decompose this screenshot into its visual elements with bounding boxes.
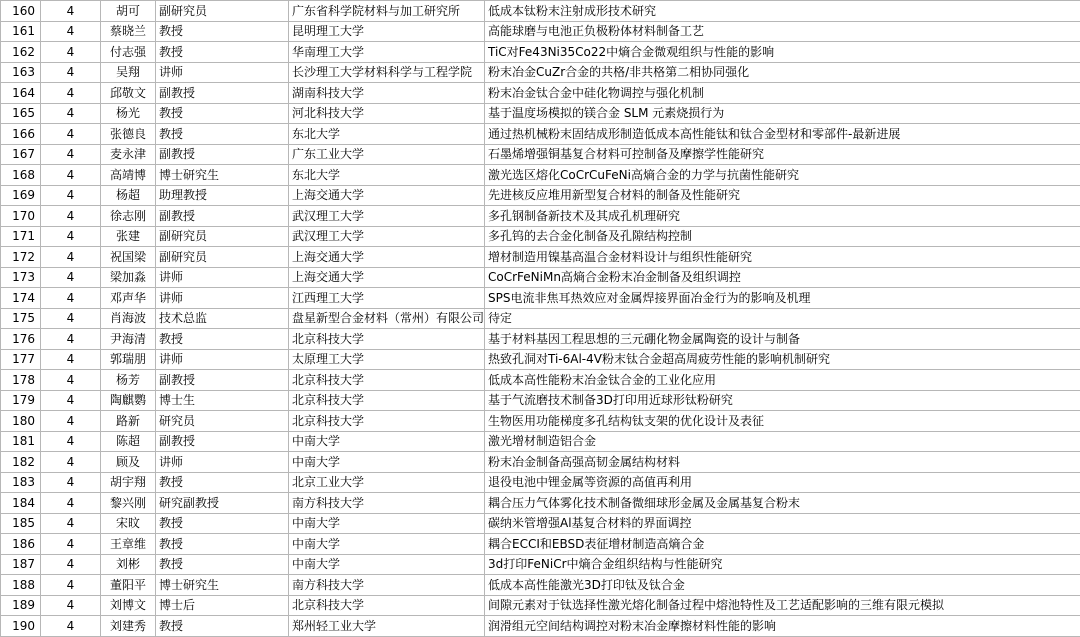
report-topic-cell: 粉末冶金CuZr合金的共格/非共格第二相协同强化 <box>485 62 1080 83</box>
job-title-cell: 副教授 <box>156 370 289 391</box>
name-cell: 尹海清 <box>101 329 156 350</box>
row-number-cell: 163 <box>1 62 41 83</box>
report-topic-cell: 激光增材制造铝合金 <box>485 431 1080 452</box>
name-cell: 黎兴刚 <box>101 493 156 514</box>
job-title-cell: 教授 <box>156 472 289 493</box>
name-cell: 张德良 <box>101 124 156 145</box>
report-topic-cell: 增材制造用镍基高温合金材料设计与组织性能研究 <box>485 247 1080 268</box>
report-topic-cell: 低成本钛粉末注射成形技术研究 <box>485 1 1080 22</box>
report-topic-cell: 润滑组元空间结构调控对粉末冶金摩擦材料性能的影响 <box>485 616 1080 637</box>
row-number-cell: 177 <box>1 349 41 370</box>
organization-cell: 武汉理工大学 <box>289 226 485 247</box>
row-number-cell: 172 <box>1 247 41 268</box>
organization-cell: 上海交通大学 <box>289 185 485 206</box>
row-number-cell: 182 <box>1 452 41 473</box>
name-cell: 邱敬文 <box>101 83 156 104</box>
row-number-cell: 190 <box>1 616 41 637</box>
job-title-cell: 教授 <box>156 513 289 534</box>
report-topic-cell: 高能球磨与电池正负极粉体材料制备工艺 <box>485 21 1080 42</box>
organization-cell: 盘星新型合金材料（常州）有限公司 <box>289 308 485 329</box>
row-number-cell: 180 <box>1 411 41 432</box>
organization-cell: 江西理工大学 <box>289 288 485 309</box>
name-cell: 郭瑞朋 <box>101 349 156 370</box>
organization-cell: 中南大学 <box>289 513 485 534</box>
grade-cell: 4 <box>41 431 101 452</box>
grade-cell: 4 <box>41 288 101 309</box>
job-title-cell: 副研究员 <box>156 247 289 268</box>
row-number-cell: 175 <box>1 308 41 329</box>
report-topic-cell: CoCrFeNiMn高熵合金粉末冶金制备及组织调控 <box>485 267 1080 288</box>
grade-cell: 4 <box>41 103 101 124</box>
name-cell: 徐志刚 <box>101 206 156 227</box>
grade-cell: 4 <box>41 165 101 186</box>
grade-cell: 4 <box>41 616 101 637</box>
report-topic-cell: 低成本高性能粉末冶金钛合金的工业化应用 <box>485 370 1080 391</box>
report-topic-cell: 粉末冶金钛合金中硅化物调控与强化机制 <box>485 83 1080 104</box>
table-row <box>1 226 1080 247</box>
job-title-cell: 教授 <box>156 42 289 63</box>
grade-cell: 4 <box>41 267 101 288</box>
grade-cell: 4 <box>41 308 101 329</box>
report-topic-cell: 激光选区熔化CoCrCuFeNi高熵合金的力学与抗菌性能研究 <box>485 165 1080 186</box>
report-topic-cell: 碳纳米管增强Al基复合材料的界面调控 <box>485 513 1080 534</box>
report-topic-cell: 间隙元素对于钛选择性激光熔化制备过程中熔池特性及工艺适配影响的三维有限元模拟 <box>485 595 1080 616</box>
name-cell: 肖海波 <box>101 308 156 329</box>
name-cell: 吴翔 <box>101 62 156 83</box>
row-number-cell: 168 <box>1 165 41 186</box>
job-title-cell: 讲师 <box>156 349 289 370</box>
table-row <box>1 42 1080 63</box>
table-row <box>1 83 1080 104</box>
row-number-cell: 171 <box>1 226 41 247</box>
row-number-cell: 173 <box>1 267 41 288</box>
report-topic-cell: 基于温度场模拟的镁合金 SLM 元素烧损行为 <box>485 103 1080 124</box>
report-topic-cell: 生物医用功能梯度多孔结构钛支架的优化设计及表征 <box>485 411 1080 432</box>
table-row <box>1 616 1080 637</box>
grade-cell: 4 <box>41 370 101 391</box>
report-topic-cell: 石墨烯增强铜基复合材料可控制备及摩擦学性能研究 <box>485 144 1080 165</box>
name-cell: 董阳平 <box>101 575 156 596</box>
name-cell: 陶麒鹦 <box>101 390 156 411</box>
grade-cell: 4 <box>41 83 101 104</box>
organization-cell: 北京科技大学 <box>289 329 485 350</box>
job-title-cell: 教授 <box>156 554 289 575</box>
report-topic-cell: 耦合ECCI和EBSD表征增材制造高熵合金 <box>485 534 1080 555</box>
grade-cell: 4 <box>41 534 101 555</box>
row-number-cell: 183 <box>1 472 41 493</box>
name-cell: 杨超 <box>101 185 156 206</box>
organization-cell: 武汉理工大学 <box>289 206 485 227</box>
row-number-cell: 170 <box>1 206 41 227</box>
name-cell: 杨芳 <box>101 370 156 391</box>
table-row <box>1 390 1080 411</box>
job-title-cell: 讲师 <box>156 267 289 288</box>
name-cell: 路新 <box>101 411 156 432</box>
grade-cell: 4 <box>41 226 101 247</box>
table-row <box>1 554 1080 575</box>
grade-cell: 4 <box>41 513 101 534</box>
row-number-cell: 181 <box>1 431 41 452</box>
table-row <box>1 103 1080 124</box>
name-cell: 梁加淼 <box>101 267 156 288</box>
row-number-cell: 166 <box>1 124 41 145</box>
job-title-cell: 教授 <box>156 21 289 42</box>
report-topic-cell: 待定 <box>485 308 1080 329</box>
row-number-cell: 176 <box>1 329 41 350</box>
organization-cell: 北京科技大学 <box>289 595 485 616</box>
grade-cell: 4 <box>41 493 101 514</box>
job-title-cell: 助理教授 <box>156 185 289 206</box>
report-topic-cell: 低成本高性能激光3D打印钛及钛合金 <box>485 575 1080 596</box>
job-title-cell: 博士研究生 <box>156 165 289 186</box>
job-title-cell: 讲师 <box>156 452 289 473</box>
table-row <box>1 1 1080 22</box>
grade-cell: 4 <box>41 124 101 145</box>
job-title-cell: 教授 <box>156 534 289 555</box>
job-title-cell: 博士后 <box>156 595 289 616</box>
report-topic-cell: TiC对Fe43Ni35Co22中熵合金微观组织与性能的影响 <box>485 42 1080 63</box>
job-title-cell: 教授 <box>156 103 289 124</box>
grade-cell: 4 <box>41 185 101 206</box>
grade-cell: 4 <box>41 554 101 575</box>
organization-cell: 广东工业大学 <box>289 144 485 165</box>
grade-cell: 4 <box>41 595 101 616</box>
grade-cell: 4 <box>41 1 101 22</box>
grade-cell: 4 <box>41 21 101 42</box>
organization-cell: 中南大学 <box>289 534 485 555</box>
job-title-cell: 教授 <box>156 616 289 637</box>
grade-cell: 4 <box>41 411 101 432</box>
grade-cell: 4 <box>41 144 101 165</box>
report-topic-cell: 通过热机械粉末固结成形制造低成本高性能钛和钛合金型材和零部件-最新进展 <box>485 124 1080 145</box>
table-row <box>1 185 1080 206</box>
table-row <box>1 513 1080 534</box>
organization-cell: 郑州轻工业大学 <box>289 616 485 637</box>
grade-cell: 4 <box>41 452 101 473</box>
report-topic-cell: 退役电池中锂金属等资源的高值再利用 <box>485 472 1080 493</box>
job-title-cell: 副教授 <box>156 144 289 165</box>
report-topic-cell: 基于材料基因工程思想的三元硼化物金属陶瓷的设计与制备 <box>485 329 1080 350</box>
table-row <box>1 370 1080 391</box>
job-title-cell: 副教授 <box>156 431 289 452</box>
table-row <box>1 493 1080 514</box>
row-number-cell: 160 <box>1 1 41 22</box>
organization-cell: 华南理工大学 <box>289 42 485 63</box>
name-cell: 付志强 <box>101 42 156 63</box>
organization-cell: 北京科技大学 <box>289 390 485 411</box>
job-title-cell: 博士研究生 <box>156 575 289 596</box>
grade-cell: 4 <box>41 206 101 227</box>
grade-cell: 4 <box>41 42 101 63</box>
name-cell: 祝国梁 <box>101 247 156 268</box>
row-number-cell: 161 <box>1 21 41 42</box>
organization-cell: 中南大学 <box>289 554 485 575</box>
organization-cell: 南方科技大学 <box>289 493 485 514</box>
row-number-cell: 178 <box>1 370 41 391</box>
organization-cell: 中南大学 <box>289 452 485 473</box>
job-title-cell: 教授 <box>156 329 289 350</box>
table-row <box>1 62 1080 83</box>
organization-cell: 上海交通大学 <box>289 247 485 268</box>
row-number-cell: 187 <box>1 554 41 575</box>
table-row <box>1 124 1080 145</box>
organization-cell: 上海交通大学 <box>289 267 485 288</box>
report-topic-cell: 先进核反应堆用新型复合材料的制备及性能研究 <box>485 185 1080 206</box>
organization-cell: 中南大学 <box>289 431 485 452</box>
report-topic-cell: 多孔钨的去合金化制备及孔隙结构控制 <box>485 226 1080 247</box>
organization-cell: 昆明理工大学 <box>289 21 485 42</box>
row-number-cell: 165 <box>1 103 41 124</box>
table-row <box>1 165 1080 186</box>
row-number-cell: 185 <box>1 513 41 534</box>
job-title-cell: 教授 <box>156 124 289 145</box>
table-row <box>1 144 1080 165</box>
grade-cell: 4 <box>41 247 101 268</box>
organization-cell: 东北大学 <box>289 124 485 145</box>
table-body <box>1 1 1080 637</box>
organization-cell: 南方科技大学 <box>289 575 485 596</box>
name-cell: 刘建秀 <box>101 616 156 637</box>
job-title-cell: 讲师 <box>156 62 289 83</box>
organization-cell: 广东省科学院材料与加工研究所 <box>289 1 485 22</box>
table-row <box>1 247 1080 268</box>
grade-cell: 4 <box>41 390 101 411</box>
name-cell: 麦永津 <box>101 144 156 165</box>
report-topic-cell: 热致孔洞对Ti-6Al-4V粉末钛合金超高周疲劳性能的影响机制研究 <box>485 349 1080 370</box>
report-topic-cell: 3d打印FeNiCr中熵合金组织结构与性能研究 <box>485 554 1080 575</box>
name-cell: 刘博文 <box>101 595 156 616</box>
report-topic-cell: 多孔钢制备新技术及其成孔机理研究 <box>485 206 1080 227</box>
table-row <box>1 329 1080 350</box>
table-row <box>1 472 1080 493</box>
name-cell: 胡宇翔 <box>101 472 156 493</box>
name-cell: 顾及 <box>101 452 156 473</box>
name-cell: 宋旼 <box>101 513 156 534</box>
table-row <box>1 534 1080 555</box>
grade-cell: 4 <box>41 62 101 83</box>
job-title-cell: 副教授 <box>156 206 289 227</box>
name-cell: 邓声华 <box>101 288 156 309</box>
row-number-cell: 174 <box>1 288 41 309</box>
name-cell: 高靖博 <box>101 165 156 186</box>
row-number-cell: 189 <box>1 595 41 616</box>
organization-cell: 北京科技大学 <box>289 370 485 391</box>
job-title-cell: 研究副教授 <box>156 493 289 514</box>
grade-cell: 4 <box>41 329 101 350</box>
name-cell: 王章维 <box>101 534 156 555</box>
name-cell: 刘彬 <box>101 554 156 575</box>
name-cell: 陈超 <box>101 431 156 452</box>
report-topic-cell: 耦合压力气体雾化技术制备微细球形金属及金属基复合粉末 <box>485 493 1080 514</box>
row-number-cell: 186 <box>1 534 41 555</box>
organization-cell: 长沙理工大学材料科学与工程学院 <box>289 62 485 83</box>
job-title-cell: 副研究员 <box>156 1 289 22</box>
job-title-cell: 副研究员 <box>156 226 289 247</box>
table-row <box>1 288 1080 309</box>
grade-cell: 4 <box>41 575 101 596</box>
name-cell: 蔡晓兰 <box>101 21 156 42</box>
organization-cell: 河北科技大学 <box>289 103 485 124</box>
grade-cell: 4 <box>41 349 101 370</box>
table-row <box>1 575 1080 596</box>
organization-cell: 北京工业大学 <box>289 472 485 493</box>
row-number-cell: 169 <box>1 185 41 206</box>
table-row <box>1 21 1080 42</box>
name-cell: 胡可 <box>101 1 156 22</box>
grade-cell: 4 <box>41 472 101 493</box>
table-row <box>1 431 1080 452</box>
row-number-cell: 162 <box>1 42 41 63</box>
row-number-cell: 167 <box>1 144 41 165</box>
table-row <box>1 349 1080 370</box>
name-cell: 杨光 <box>101 103 156 124</box>
organization-cell: 东北大学 <box>289 165 485 186</box>
row-number-cell: 184 <box>1 493 41 514</box>
table-row <box>1 411 1080 432</box>
row-number-cell: 164 <box>1 83 41 104</box>
job-title-cell: 讲师 <box>156 288 289 309</box>
table-row <box>1 206 1080 227</box>
job-title-cell: 博士生 <box>156 390 289 411</box>
job-title-cell: 副教授 <box>156 83 289 104</box>
table-row <box>1 308 1080 329</box>
row-number-cell: 179 <box>1 390 41 411</box>
table-row <box>1 452 1080 473</box>
job-title-cell: 技术总监 <box>156 308 289 329</box>
job-title-cell: 研究员 <box>156 411 289 432</box>
report-topic-cell: 粉末冶金制备高强高韧金属结构材料 <box>485 452 1080 473</box>
report-topic-cell: 基于气流磨技术制备3D打印用近球形钛粉研究 <box>485 390 1080 411</box>
organization-cell: 北京科技大学 <box>289 411 485 432</box>
row-number-cell: 188 <box>1 575 41 596</box>
table-row <box>1 595 1080 616</box>
name-cell: 张建 <box>101 226 156 247</box>
report-topic-cell: SPS电流非焦耳热效应对金属焊接界面冶金行为的影响及机理 <box>485 288 1080 309</box>
table-row <box>1 267 1080 288</box>
organization-cell: 湖南科技大学 <box>289 83 485 104</box>
organization-cell: 太原理工大学 <box>289 349 485 370</box>
